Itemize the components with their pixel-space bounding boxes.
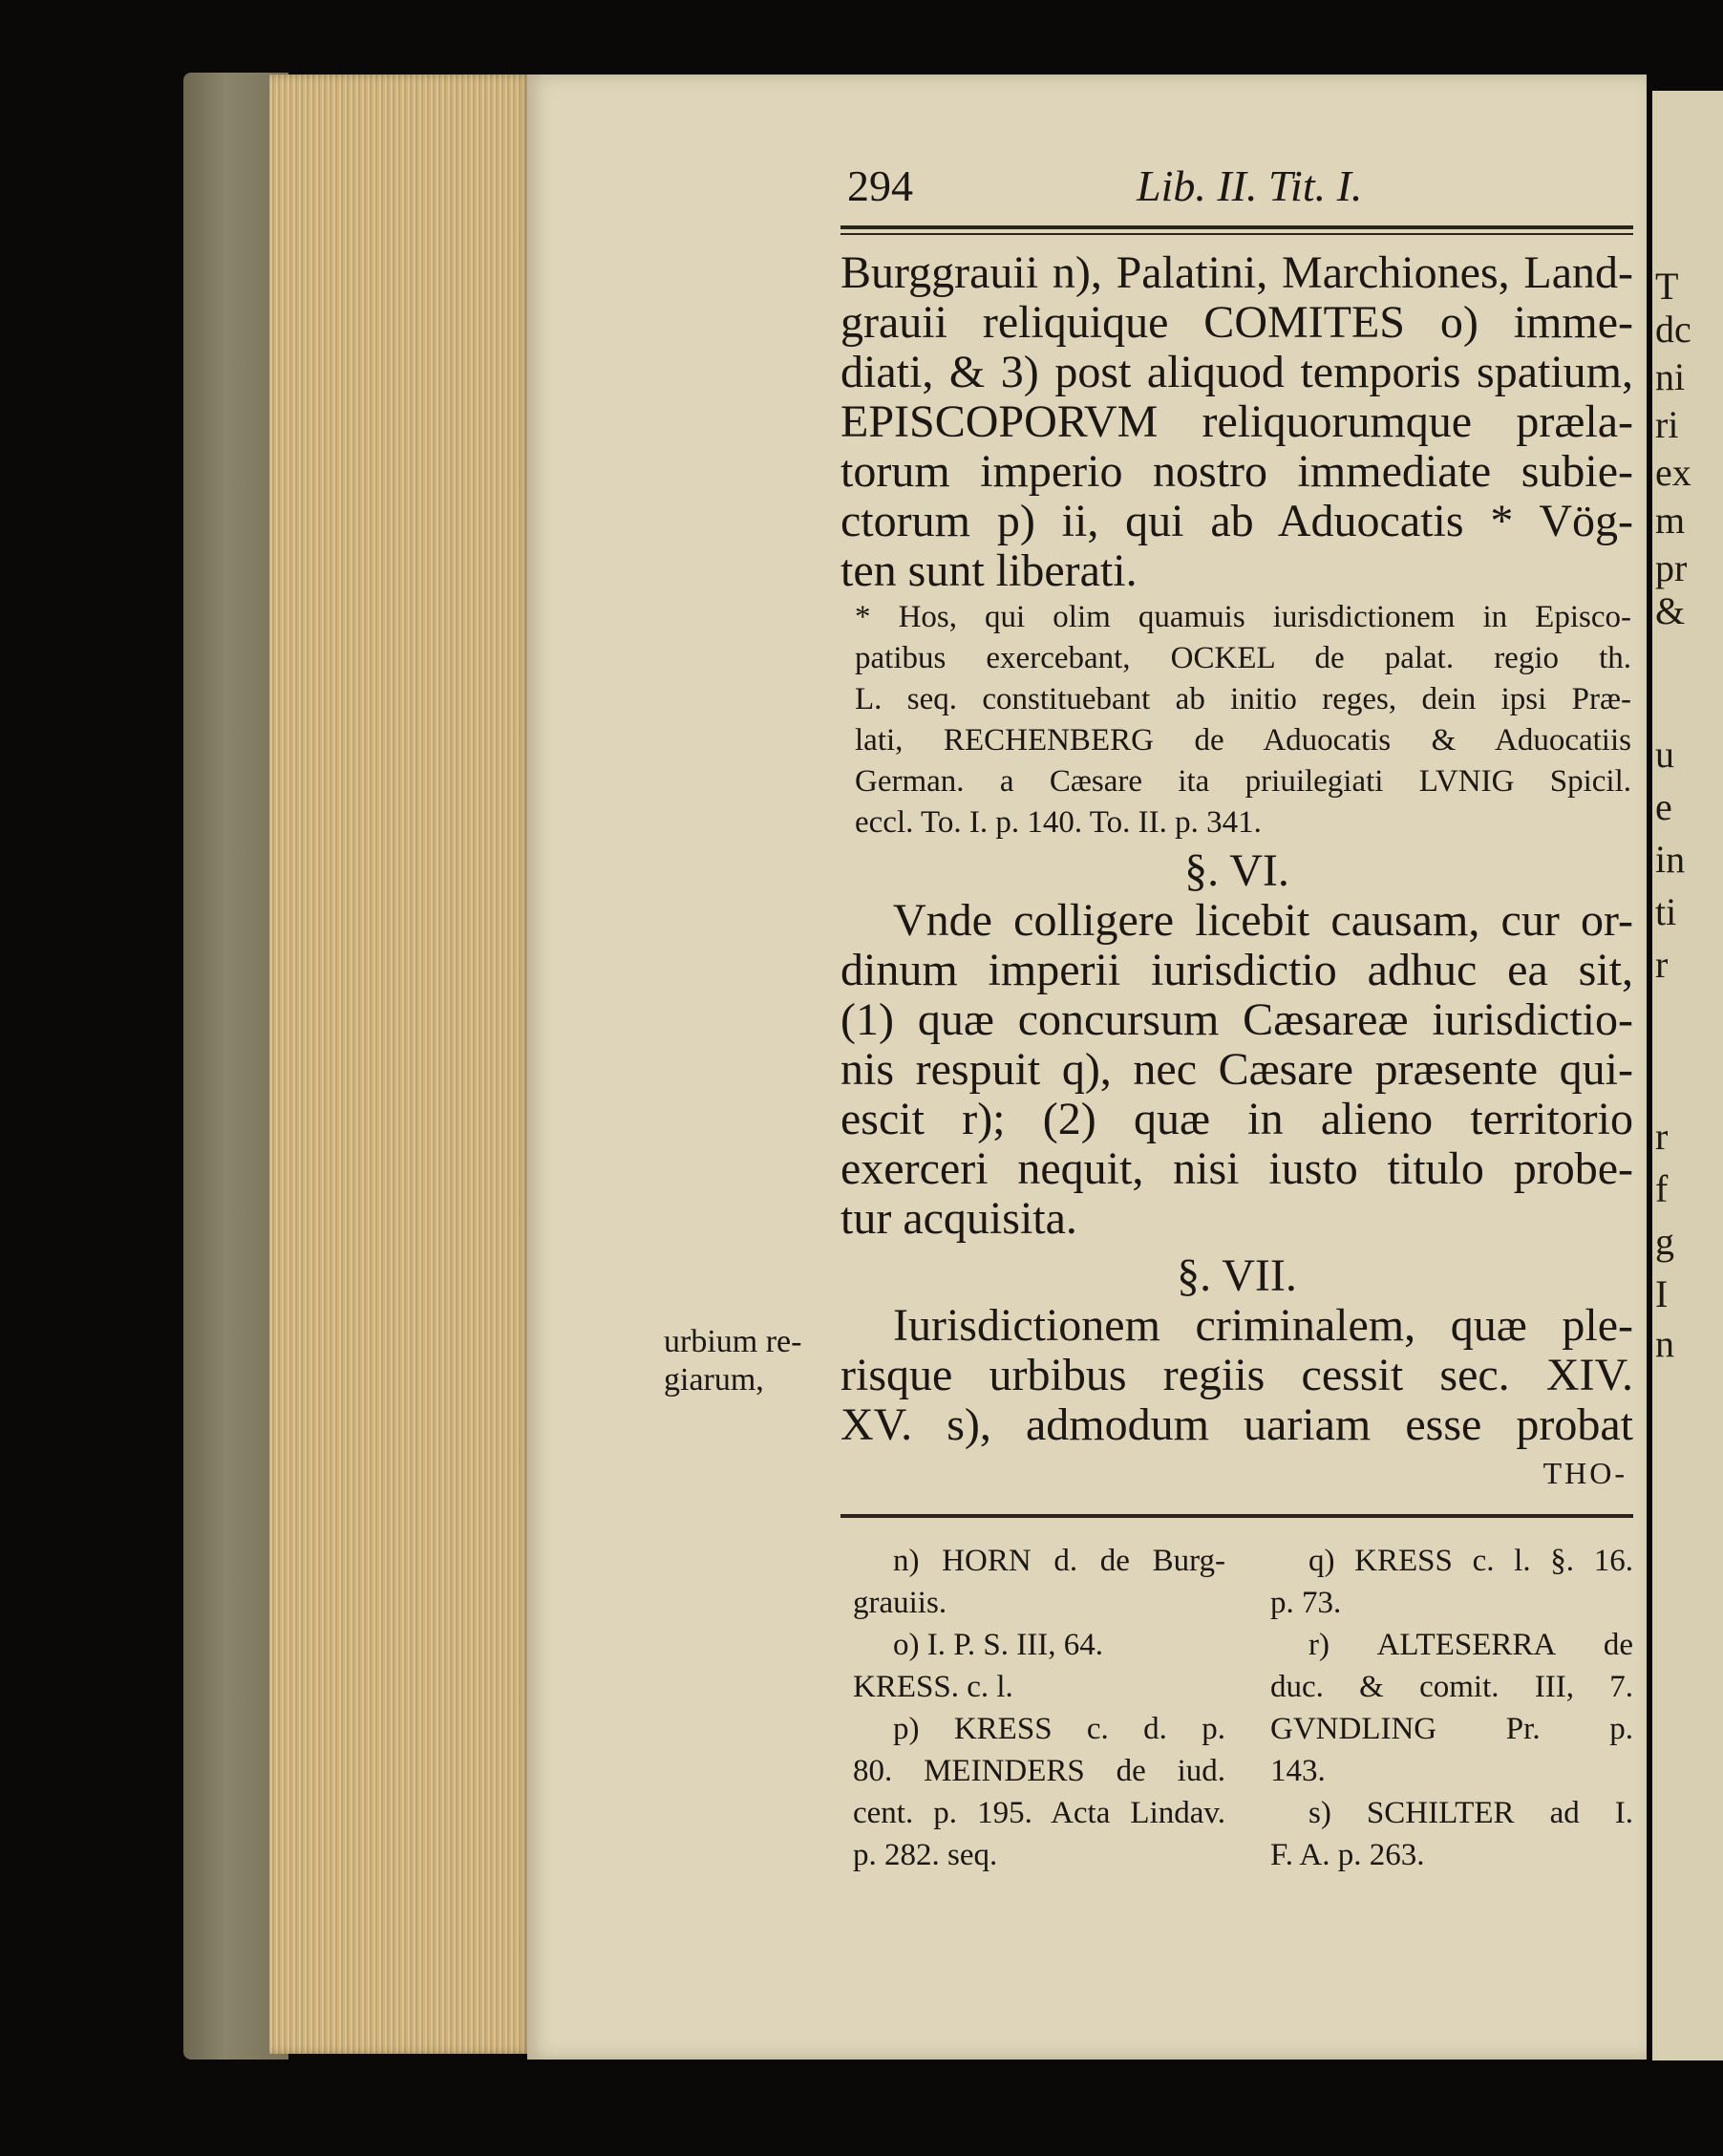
next-page-fragment: ti [1655, 890, 1677, 933]
next-page-fragment: in [1655, 838, 1686, 881]
footnote-line: cent. p. 195. Acta Lindav. [853, 1796, 1225, 1830]
footnote-line: 80. MEINDERS de iud. [853, 1754, 1225, 1788]
next-page-fragment: I [1655, 1272, 1669, 1315]
star-note-line: German. a Cæsare ita priuilegiati LVNIG Spicil. [855, 764, 1631, 799]
section-text-line: XV. s), admodum uariam esse probat [840, 1399, 1633, 1450]
next-page-fragment: g [1655, 1220, 1674, 1263]
section-text-line: Iurisdictionem criminalem, quæ ple- [893, 1300, 1633, 1351]
section-text-line: risque urbibus regiis cessit sec. XIV. [840, 1350, 1633, 1400]
header-rule-thin [840, 233, 1633, 235]
marginal-note-line: urbium re- [664, 1324, 802, 1359]
section-text-line: Vnde colligere licebit causam, cur or- [893, 895, 1633, 946]
star-note-line: lati, RECHENBERG de Aduocatis & Aduocatiis [855, 723, 1631, 758]
main-text-line: ctorum p) ii, qui ab Aduocatis * Vög- [840, 496, 1633, 546]
footnote-line: n) HORN d. de Burg- [893, 1544, 1225, 1578]
section-text-line: exerceri nequit, nisi iusto titulo probe- [840, 1143, 1633, 1194]
section-heading: §. VI. [1184, 845, 1289, 896]
marginal-note-line: giarum, [664, 1362, 764, 1398]
main-text-line: ten sunt liberati. [840, 545, 1138, 596]
next-page-fragment: ex [1655, 451, 1691, 494]
footnote-line: p. 73. [1270, 1586, 1342, 1620]
footnote-line: p. 282. seq. [853, 1838, 998, 1872]
section-text-line: (1) quæ concursum Cæsareæ iurisdictio- [840, 994, 1633, 1045]
main-text-line: torum imperio nostro immediate subie- [840, 446, 1633, 497]
page-edges [269, 75, 532, 2054]
next-page-fragment: m [1655, 499, 1686, 542]
page-number: 294 [847, 161, 913, 210]
next-page-fragment: u [1655, 733, 1674, 776]
next-page-fragment: T [1655, 265, 1679, 308]
section-text-line: escit r); (2) quæ in alieno territorio [840, 1094, 1633, 1144]
next-page-fragment: ni [1655, 355, 1686, 398]
footnote-line: q) KRESS c. l. §. 16. [1308, 1544, 1633, 1578]
next-page-fragment: & [1655, 589, 1686, 632]
footnote-line: KRESS. c. l. [853, 1670, 1013, 1704]
footnote-line: s) SCHILTER ad I. [1308, 1796, 1633, 1830]
next-page-fragment: n [1655, 1322, 1674, 1365]
next-page-fragment: dc [1655, 308, 1691, 351]
section-heading: §. VII. [1177, 1250, 1297, 1301]
next-page-fragment: pr [1655, 546, 1688, 589]
next-page-fragment: ri [1655, 403, 1679, 446]
section-text-line: tur acquisita. [840, 1193, 1077, 1244]
running-title: Lib. II. Tit. I. [1137, 161, 1363, 210]
star-note-line: * Hos, qui olim quamuis iurisdictionem in Episco- [855, 600, 1631, 634]
next-page-fragment: e [1655, 785, 1672, 828]
header-rule [840, 225, 1633, 229]
footnote-line: p) KRESS c. d. p. [893, 1712, 1225, 1746]
star-note-line: eccl. To. I. p. 140. To. II. p. 341. [855, 805, 1262, 840]
section-text-line: dinum imperii iurisdictio adhuc ea sit, [840, 945, 1633, 995]
next-page-fragment: f [1655, 1167, 1669, 1210]
star-note-line: patibus exercebant, OCKEL de palat. regio th. [855, 641, 1631, 675]
next-page-fragment: r [1655, 943, 1669, 986]
footnote-rule [840, 1514, 1633, 1518]
next-page-strip [1652, 91, 1723, 2060]
footnote-line: duc. & comit. III, 7. [1270, 1670, 1633, 1704]
footnote-line: grauiis. [853, 1586, 947, 1620]
star-note-line: L. seq. constituebant ab initio reges, dein ipsi Præ- [855, 682, 1631, 716]
main-text-line: EPISCOPORVM reliquorumque præla- [840, 396, 1633, 447]
footnote-line: F. A. p. 263. [1270, 1838, 1425, 1872]
main-text-line: grauii reliquique COMITES o) imme- [840, 297, 1633, 348]
main-text-line: diati, & 3) post aliquod temporis spatium, [840, 347, 1633, 397]
footnote-line: GVNDLING Pr. p. [1270, 1712, 1633, 1746]
footnote-line: 143. [1270, 1754, 1326, 1788]
footnote-line: o) I. P. S. III, 64. [893, 1628, 1103, 1662]
section-text-line: nis respuit q), nec Cæsare præsente qui- [840, 1044, 1633, 1095]
catchword: THO- [1542, 1456, 1627, 1490]
main-text-line: Burggrauii n), Palatini, Marchiones, Land- [840, 247, 1633, 298]
footnote-line: r) ALTESERRA de [1308, 1628, 1633, 1662]
next-page-fragment: r [1655, 1115, 1669, 1158]
